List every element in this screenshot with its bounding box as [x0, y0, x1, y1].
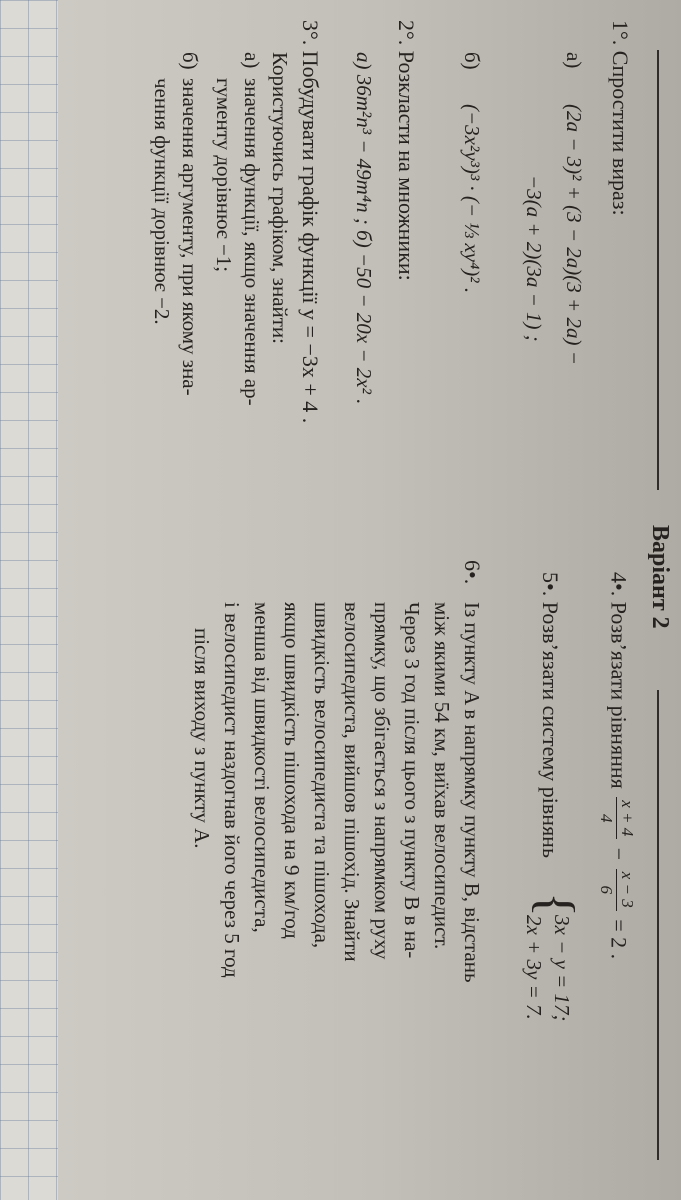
task5-eq1: 3x − y = 17; — [550, 915, 574, 1022]
task4-rhs: = 2 . — [606, 919, 632, 960]
grid-paper-strip — [0, 0, 58, 1200]
task6-line-7: якщо швидкість пішохода на 9 км/год — [280, 602, 304, 939]
task1-a-line2: −3(a + 2)(3a − 1) ; — [522, 175, 546, 342]
task3-a-line1: значення функції, якщо значення ар- — [240, 78, 264, 406]
task5-heading: 5•. Розв’язати систему рівнянь — [538, 572, 563, 858]
task1-a-label: а) — [562, 52, 586, 69]
task6-line-3: Через 3 год після цього з пункту B в на- — [400, 602, 424, 959]
task6-line-2: між якими 54 км, виїхав велосипедист. — [430, 602, 454, 950]
task4-fraction-1 — [596, 797, 637, 839]
task4-heading: 4•. Розв’язати рівняння — [606, 572, 632, 789]
task1-b-label: б) — [460, 52, 484, 70]
task5-system-brace: { — [527, 892, 584, 917]
task6-line-1: Із пункту A в напрямку пункту B, відстань — [460, 602, 484, 983]
header-rule-right — [657, 690, 659, 1160]
worksheet-page — [58, 0, 681, 1200]
task3-a-line2: гументу дорівнює −1; — [212, 78, 236, 273]
task3-b-line1: значення аргументу, при якому зна- — [178, 78, 202, 396]
task4-fraction-2 — [596, 869, 637, 911]
task1-heading: 1°. Спростити вираз: — [608, 20, 633, 216]
task6-line-6: швидкість велосипедиста та пішохода, — [310, 602, 334, 949]
task6-line-9: і велосипедист наздогнав його через 5 год — [220, 602, 244, 978]
task3-heading: 3°. Побудувати графік функції y = −3x + 4 . — [298, 20, 323, 424]
task3-a-label: а) — [240, 52, 264, 69]
header-rule-left — [657, 50, 659, 490]
task4-frac2-den: 6 — [597, 885, 616, 894]
task5-eq2: 2x + 3y = 7. — [522, 915, 546, 1020]
task6-label: 6•. — [460, 560, 485, 585]
task1-b-expr: (−3x²y³)³ · (− ⅓ xy⁴)² . — [460, 104, 484, 294]
task6-line-5: велосипедиста, вийшов пішохід. Знайти — [340, 602, 364, 962]
task4-frac1-den: 4 — [597, 814, 616, 823]
task2-line: а) 36m²n³ − 49m⁴n ; б) −50 − 20x − 2x² . — [352, 52, 376, 405]
task3-b-line2: чення функції дорівнює −2. — [150, 78, 174, 325]
task4 — [596, 572, 637, 959]
task4-frac2-num: x − 3 — [616, 869, 637, 911]
task6-line-4: прямку, що збігається з напрямком руху — [370, 602, 394, 960]
variant-title: Варіант 2 — [647, 525, 673, 629]
task3-b-label: б) — [178, 52, 202, 70]
task4-frac1-num: x + 4 — [616, 797, 637, 839]
task3-line2: Користуючись графіком, знайти: — [268, 52, 292, 345]
task4-minus: − — [606, 847, 632, 861]
task6-line-8: менша від швидкості велосипедиста, — [250, 602, 274, 933]
task6-line-10: після виходу з пункту A. — [190, 628, 214, 849]
task1-a-line1: (2a − 3)² + (3 − 2a)(3 + 2a) − — [562, 104, 586, 365]
task2-heading: 2°. Розкласти на множники: — [394, 20, 419, 281]
